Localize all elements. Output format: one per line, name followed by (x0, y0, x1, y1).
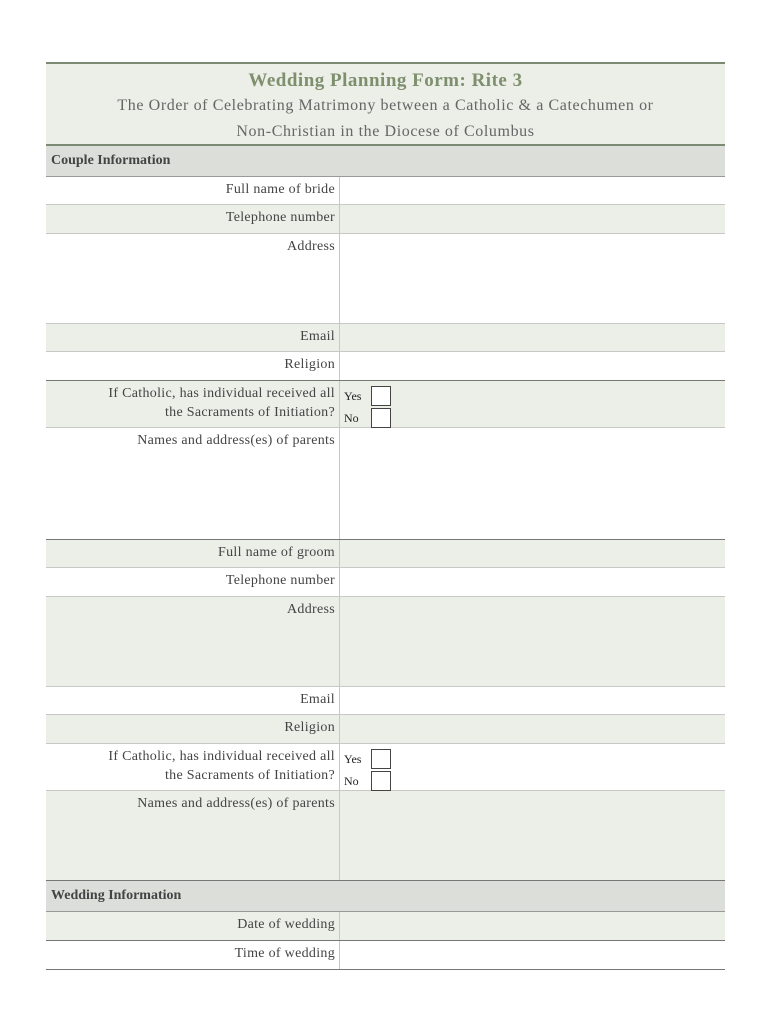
wedding-information-heading: Wedding Information (46, 881, 725, 912)
groom-religion-label: Religion (46, 715, 340, 743)
bride-name-label: Full name of bride (46, 177, 340, 204)
groom-telephone-row (46, 568, 725, 597)
groom-religion-row (46, 715, 725, 744)
groom-telephone-field[interactable] (340, 568, 725, 596)
groom-email-field[interactable] (340, 687, 725, 714)
bride-telephone-label: Telephone number (46, 205, 340, 233)
groom-sacraments-row (46, 744, 725, 791)
wedding-date-field[interactable] (340, 912, 725, 940)
bride-address-field[interactable] (340, 234, 725, 323)
bride-no-checkbox[interactable] (371, 408, 391, 428)
bride-name-row (46, 177, 725, 205)
wedding-planning-form (46, 62, 725, 970)
bride-parents-label: Names and address(es) of parents (46, 428, 340, 539)
bride-address-label: Address (46, 234, 340, 323)
bride-sacraments-label (46, 381, 340, 427)
bride-email-field[interactable] (340, 324, 725, 351)
groom-telephone-label: Telephone number (46, 568, 340, 596)
wedding-date-row (46, 912, 725, 941)
bride-religion-label: Religion (46, 352, 340, 380)
groom-sacraments-field (340, 744, 725, 790)
groom-yes-checkbox[interactable] (371, 749, 391, 769)
groom-name-field[interactable] (340, 540, 725, 567)
bride-religion-row (46, 352, 725, 381)
groom-sacraments-label-line2: the Sacraments of Initiation? (164, 768, 335, 783)
groom-address-field[interactable] (340, 597, 725, 686)
bride-yes-no-group (344, 385, 391, 429)
groom-yes-label: Yes (344, 751, 362, 766)
groom-yes-no-group (344, 748, 391, 792)
bride-sacraments-label-line2: the Sacraments of Initiation? (164, 405, 335, 420)
bride-name-field[interactable] (340, 177, 725, 204)
form-subtitle-line1: The Order of Celebrating Matrimony between a Catholic & a Catechumen or (117, 97, 654, 114)
groom-sacraments-label (46, 744, 340, 790)
groom-parents-label: Names and address(es) of parents (46, 791, 340, 880)
groom-name-label: Full name of groom (46, 540, 340, 567)
wedding-time-field[interactable] (340, 941, 725, 969)
groom-parents-field[interactable] (340, 791, 725, 880)
wedding-time-row (46, 941, 725, 970)
bride-parents-field[interactable] (340, 428, 725, 539)
bride-sacraments-row (46, 381, 725, 428)
bride-parents-row (46, 428, 725, 540)
bride-sacraments-label-line1: If Catholic, has individual received all (108, 386, 335, 401)
groom-email-row (46, 687, 725, 715)
couple-information-heading: Couple Information (46, 146, 725, 177)
bride-address-row (46, 234, 725, 324)
bride-yes-checkbox[interactable] (371, 386, 391, 406)
form-header (46, 62, 725, 146)
groom-no-checkbox[interactable] (371, 771, 391, 791)
form-subtitle-line2: Non-Christian in the Diocese of Columbus (236, 123, 535, 140)
groom-address-row (46, 597, 725, 687)
bride-no-label: No (344, 410, 359, 425)
wedding-date-label: Date of wedding (46, 912, 340, 940)
groom-religion-field[interactable] (340, 715, 725, 743)
wedding-time-label: Time of wedding (46, 941, 340, 969)
bride-telephone-row (46, 205, 725, 234)
form-title: Wedding Planning Form: Rite 3 (248, 70, 523, 91)
bride-yes-label: Yes (344, 388, 362, 403)
bride-email-row (46, 324, 725, 352)
groom-no-label: No (344, 773, 359, 788)
bride-email-label: Email (46, 324, 340, 351)
groom-name-row (46, 540, 725, 568)
groom-email-label: Email (46, 687, 340, 714)
bride-sacraments-field (340, 381, 725, 427)
bride-telephone-field[interactable] (340, 205, 725, 233)
bride-religion-field[interactable] (340, 352, 725, 380)
groom-sacraments-label-line1: If Catholic, has individual received all (108, 749, 335, 764)
groom-parents-row (46, 791, 725, 881)
groom-address-label: Address (46, 597, 340, 686)
